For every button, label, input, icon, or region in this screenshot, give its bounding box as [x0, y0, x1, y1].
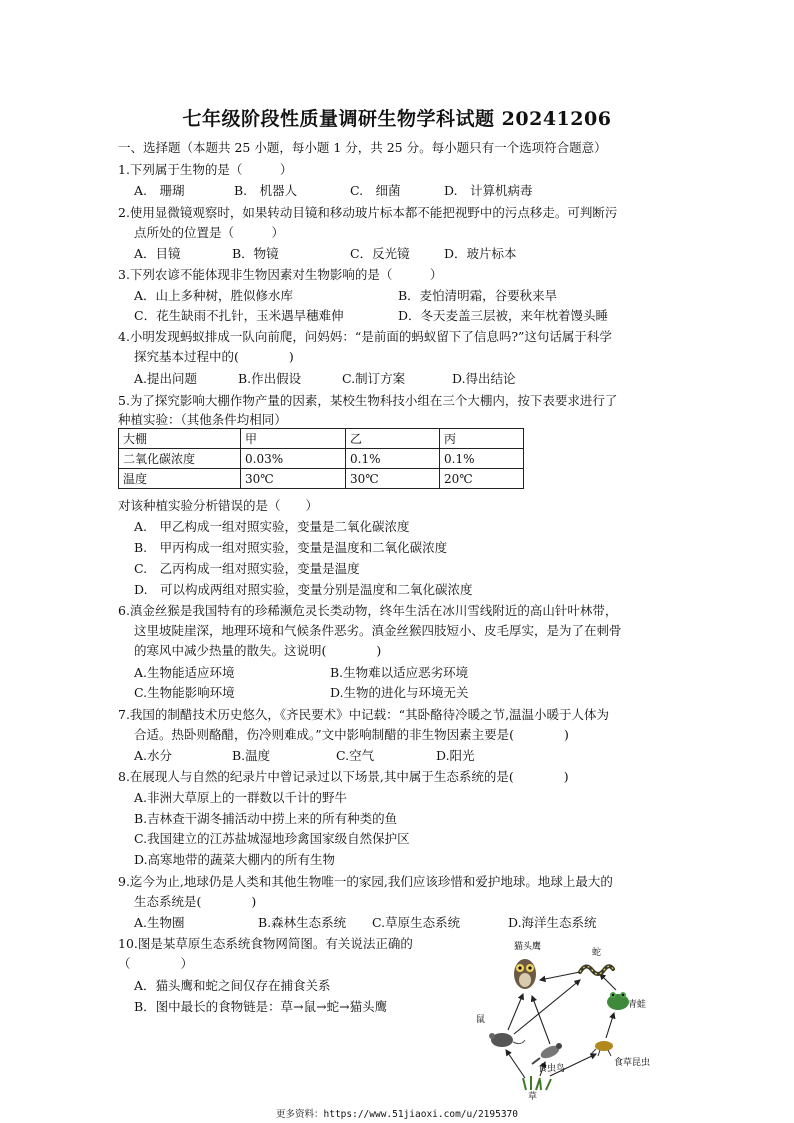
experiment-table	[118, 428, 524, 489]
table-cell: 乙	[346, 429, 440, 449]
question-4-line2: 探究基本过程中的( )	[134, 349, 294, 364]
question-7-line2: 合适。热卧则酪醋，伤冷则难成。”文中影响制醋的非生物因素主要是( )	[134, 727, 569, 742]
q5-option-b: B. 甲丙构成一组对照实验，变量是温度和二氧化碳浓度	[134, 540, 448, 555]
table-cell: 30℃	[241, 469, 346, 489]
q2-option-b: B．物镜	[232, 246, 279, 261]
question-7-line1: 7.我国的制醋技术历史悠久，《齐民要术》中记载：“其卧酪待冷暖之节,温温小暖于人体为	[118, 707, 610, 722]
table-cell: 20℃	[440, 469, 524, 489]
label-bird: 食虫鸟	[538, 1064, 566, 1074]
question-3: 3.下列农谚不能体现非生物因素对生物影响的是（ ）	[118, 267, 443, 282]
table-cell: 温度	[119, 469, 241, 489]
mouse-icon	[489, 1033, 525, 1047]
section-heading: 一、选择题（本题共 25 小题，每小题 1 分，共 25 分。每小题只有一个选项符合题意）	[118, 140, 607, 155]
grass-icon	[523, 1076, 551, 1090]
question-6-line1: 6.滇金丝猴是我国特有的珍稀濒危灵长类动物，终年生活在冰川雪线附近的高山针叶林带，	[118, 603, 618, 618]
owl-icon	[514, 959, 536, 989]
q9-option-c: C.草原生态系统	[372, 915, 461, 930]
q7-option-a: A.水分	[134, 748, 173, 763]
table-cell: 0.1%	[440, 449, 524, 469]
q4-option-b: B.作出假设	[238, 371, 302, 386]
q5-option-d: D. 可以构成两组对照实验，变量分别是温度和二氧化碳浓度	[134, 582, 473, 597]
q6-option-c: C.生物能影响环境	[134, 685, 235, 700]
label-mouse: 鼠	[476, 1015, 486, 1025]
question-2-line2: 点所处的位置是（ ）	[134, 225, 285, 240]
q3-option-b: B．麦怕清明霜，谷要秋来旱	[398, 288, 558, 303]
question-2-line1: 2.使用显微镜观察时，如果转动目镜和移动玻片标本都不能把视野中的污点移走。可判断污	[118, 205, 618, 220]
q4-option-c: C.制订方案	[342, 371, 406, 386]
q6-option-b: B.生物难以适应恶劣环境	[330, 665, 469, 680]
question-6-line2: 这里坡陡崖深，地理环境和气候条件恶劣。滇金丝猴四肢短小、皮毛厚实，是为了在刺骨	[134, 623, 622, 638]
q8-option-a: A.非洲大草原上的一群数以千计的野牛	[134, 790, 348, 805]
label-owl: 猫头鹰	[514, 942, 542, 952]
food-web-diagram	[468, 938, 668, 1100]
table-cell: 大棚	[119, 429, 241, 449]
q8-option-c: C.我国建立的江苏盐城湿地珍禽国家级自然保护区	[134, 831, 410, 846]
frog-icon	[607, 992, 629, 1010]
q4-option-a: A.提出问题	[134, 371, 198, 386]
label-snake: 蛇	[592, 948, 602, 958]
table-cell: 0.1%	[346, 449, 440, 469]
table-cell: 30℃	[346, 469, 440, 489]
snake-icon	[580, 966, 613, 974]
question-9-line1: 9.迄今为止,地球仍是人类和其他生物唯一的家园,我们应该珍惜和爱护地球。地球上最大的	[118, 874, 613, 889]
q1-option-c: C. 细菌	[350, 183, 401, 198]
insect-icon	[591, 1041, 613, 1056]
q1-option-d: D. 计算机病毒	[444, 183, 533, 198]
question-5-line1: 5.为了探究影响大棚作物产量的因素，某校生物科技小组在三个大棚内，按下表要求进行了	[118, 393, 618, 408]
q3-option-d: D．冬天麦盖三层被，来年枕着馒头睡	[398, 308, 609, 323]
table-row	[119, 429, 524, 449]
table-row	[119, 449, 524, 469]
q5-option-c: C. 乙丙构成一组对照实验，变量是温度	[134, 561, 360, 576]
bird-icon	[532, 1043, 562, 1064]
table-cell: 甲	[241, 429, 346, 449]
question-10-line1: 10.图是某草原生态系统食物网简图。有关说法正确的	[118, 936, 413, 951]
exam-title: 七年级阶段性质量调研生物学科试题 20241206	[182, 108, 612, 130]
q2-option-c: C．反光镜	[350, 246, 410, 261]
q1-option-a: A. 珊瑚	[134, 183, 185, 198]
q10-option-a: A．猫头鹰和蛇之间仅存在捕食关系	[134, 978, 331, 993]
q9-option-a: A.生物圈	[134, 915, 185, 930]
q3-option-c: C．花生缺雨不扎针，玉米遇旱穗难伸	[134, 308, 344, 323]
q7-option-c: C.空气	[336, 748, 375, 763]
q4-option-d: D.得出结论	[452, 371, 516, 386]
question-9-line2: 生态系统是( )	[134, 894, 257, 909]
q9-option-d: D.海洋生态系统	[508, 915, 597, 930]
q10-option-b: B．图中最长的食物链是：草→鼠→蛇→猫头鹰	[134, 999, 388, 1014]
label-insect: 食草昆虫	[614, 1058, 651, 1068]
q7-option-d: D.阳光	[436, 748, 475, 763]
footer-source: 更多资料：https://www.51jiaoxi.com/u/2195370	[276, 1109, 518, 1120]
table-cell: 丙	[440, 429, 524, 449]
question-1: 1.下列属于生物的是（ ）	[118, 162, 293, 177]
question-4-line1: 4.小明发现蚂蚁排成一队向前爬，问妈妈：“是前面的蚂蚁留下了信息吗?”这句话属于科学	[118, 329, 612, 344]
table-row	[119, 469, 524, 489]
q7-option-b: B.温度	[232, 748, 271, 763]
q1-option-b: B. 机器人	[234, 183, 298, 198]
label-frog: 青蛙	[628, 1000, 647, 1010]
q2-option-d: D．玻片标本	[444, 246, 517, 261]
question-10-line2: （ ）	[118, 956, 194, 971]
q8-option-b: B.吉林查干湖冬捕活动中捞上来的所有种类的鱼	[134, 811, 398, 826]
question-8: 8.在展现人与自然的纪录片中曾记录过以下场景,其中属于生态系统的是( )	[118, 769, 569, 784]
label-grass: 草	[528, 1092, 538, 1100]
question-6-line3: 的寒风中减少热量的散失。这说明( )	[134, 643, 382, 658]
q8-option-d: D.高寒地带的蔬菜大棚内的所有生物	[134, 852, 336, 867]
table-cell: 0.03%	[241, 449, 346, 469]
q3-option-a: A．山上多种树，胜似修水库	[134, 288, 294, 303]
q9-option-b: B.森林生态系统	[258, 915, 347, 930]
q6-option-a: A.生物能适应环境	[134, 665, 235, 680]
question-5-line2: 种植实验：（其他条件均相同）	[118, 412, 287, 427]
table-cell: 二氧化碳浓度	[119, 449, 241, 469]
q6-option-d: D.生物的进化与环境无关	[330, 685, 469, 700]
q5-option-a: A. 甲乙构成一组对照实验，变量是二氧化碳浓度	[134, 519, 410, 534]
q2-option-a: A．目镜	[134, 246, 181, 261]
question-5-ask: 对该种植实验分析错误的是（ ）	[118, 498, 319, 513]
